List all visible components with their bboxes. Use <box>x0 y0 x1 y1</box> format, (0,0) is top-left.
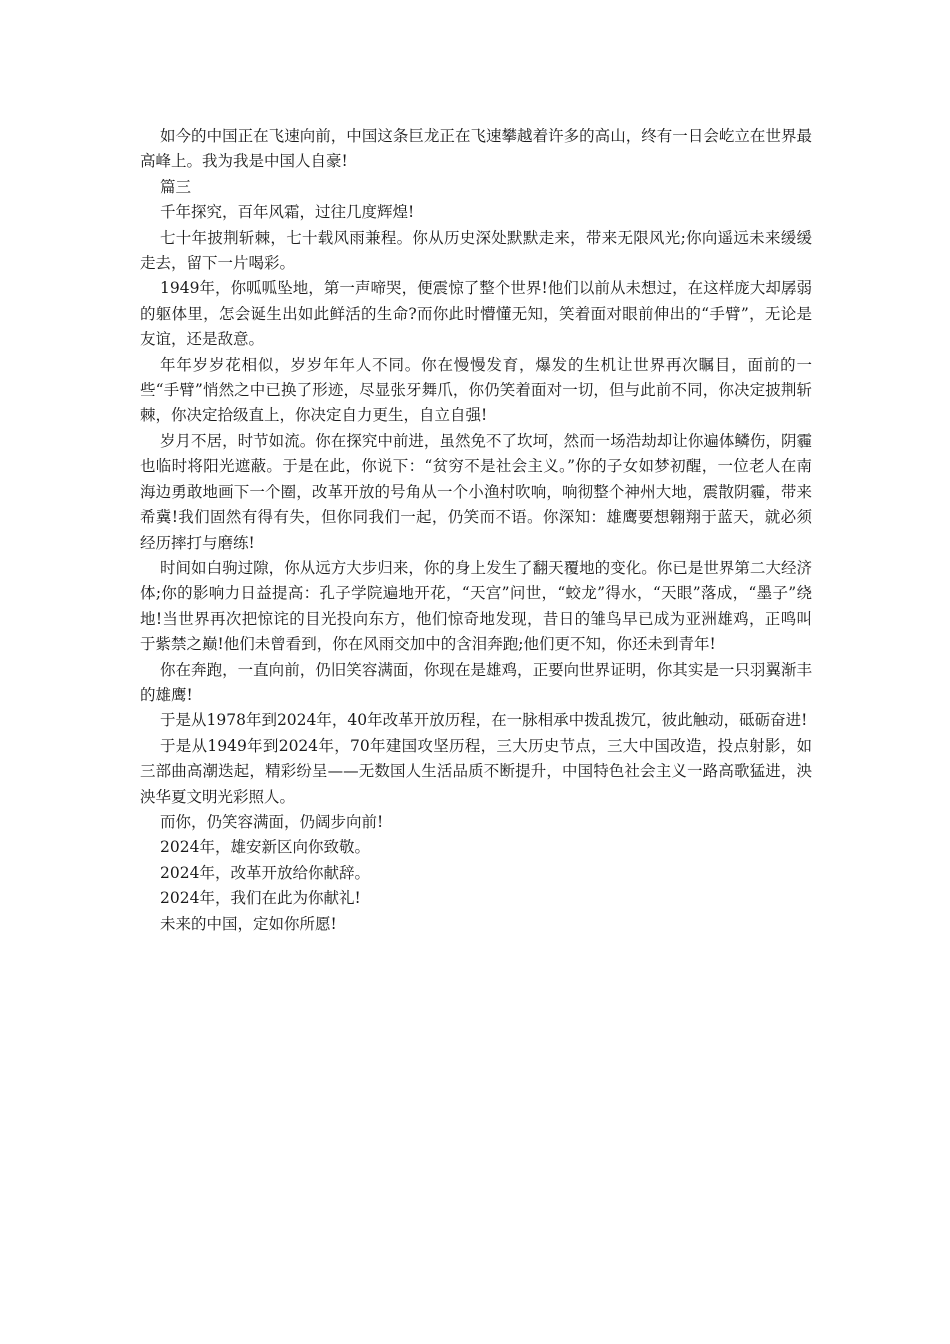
paragraph: 2024年，雄安新区向你致敬。 <box>160 838 370 857</box>
paragraph: 2024年，我们在此为你献礼! <box>160 889 361 908</box>
paragraph: 你在奔跑，一直向前，仍旧笑容满面，你现在是雄鸡，正要向世界证明，你其实是一只羽翼渐丰的雄鹰! <box>140 660 812 704</box>
paragraph: 时间如白驹过隙，你从远方大步归来，你的身上发生了翻天覆地的变化。你已是世界第二大经济体;你的影响力日益提高：孔子学院遍地开花，“天宫”问世，“蛟龙”得水，“天眼”落成，“墨子”绕地!当世界再次把惊诧的目光投向东方，他们惊奇地发现，昔日的雏鸟早已成为亚洲雄鸡，正鸣叫于紫禁之巅!他们未曾看到，你在风雨交加中的含泪奔跑;他们更不知，你还未到青年! <box>140 558 812 654</box>
paragraph: 千年探究，百年风霜，过往几度辉煌! <box>160 203 415 222</box>
paragraph-final: 未来的中国，定如你所愿! <box>160 914 337 933</box>
paragraph: 岁月不居，时节如流。你在探究中前进，虽然免不了坎坷，然而一场浩劫却让你遍体鳞伤，阴霾也临时将阳光遮蔽。于是在此，你说下：“贫穷不是社会主义。”你的子女如梦初醒，一位老人在南海边勇敢地画下一个圈，改革开放的号角从一个小渔村吹响，响彻整个神州大地，震散阴霾，带来希冀!我们固然有得有失，但你同我们一起，仍笑而不语。你深知：雄鹰要想翱翔于蓝天，就必须经历摔打与磨练! <box>140 431 812 552</box>
paragraph: 于是从1949年到2024年，70年建国攻坚历程，三大历史节点，三大中国改造，投点射影，如三部曲高潮迭起，精彩纷呈——无数国人生活品质不断提升，中国特色社会主义一路高歌猛进，泱泱华夏文明光彩照人。 <box>140 736 812 806</box>
paragraph: 年年岁岁花相似，岁岁年年人不同。你在慢慢发育，爆发的生机让世界再次瞩目，面前的一些“手臂”悄然之中已换了形迹，尽显张牙舞爪，你仍笑着面对一切，但与此前不同，你决定披荆斩棘，你决定拾级直上，你决定自力更生，自立自强! <box>140 355 812 425</box>
paragraph-intro-closing: 如今的中国正在飞速向前，中国这条巨龙正在飞速攀越着许多的高山，终有一日会屹立在世界最高峰上。我为我是中国人自豪! <box>140 127 812 171</box>
document-body <box>140 124 812 937</box>
section-heading: 篇三 <box>160 177 192 196</box>
paragraph: 七十年披荆斩棘，七十载风雨兼程。你从历史深处默默走来，带来无限风光;你向遥远未来缓缓走去，留下一片喝彩。 <box>140 228 812 273</box>
paragraph: 2024年，改革开放给你献辞。 <box>160 863 370 882</box>
paragraph: 1949年，你呱呱坠地，第一声啼哭，便震惊了整个世界!他们以前从未想过，在这样庞大却孱弱的躯体里，怎会诞生出如此鲜活的生命?而你此时懵懂无知，笑着面对眼前伸出的“手臂”，无论是友谊，还是敌意。 <box>140 279 812 349</box>
paragraph: 于是从1978年到2024年，40年改革开放历程，在一脉相承中拨乱拨冗，彼此触动，砥砺奋进! <box>160 711 808 730</box>
paragraph: 而你，仍笑容满面，仍阔步向前! <box>160 812 384 831</box>
